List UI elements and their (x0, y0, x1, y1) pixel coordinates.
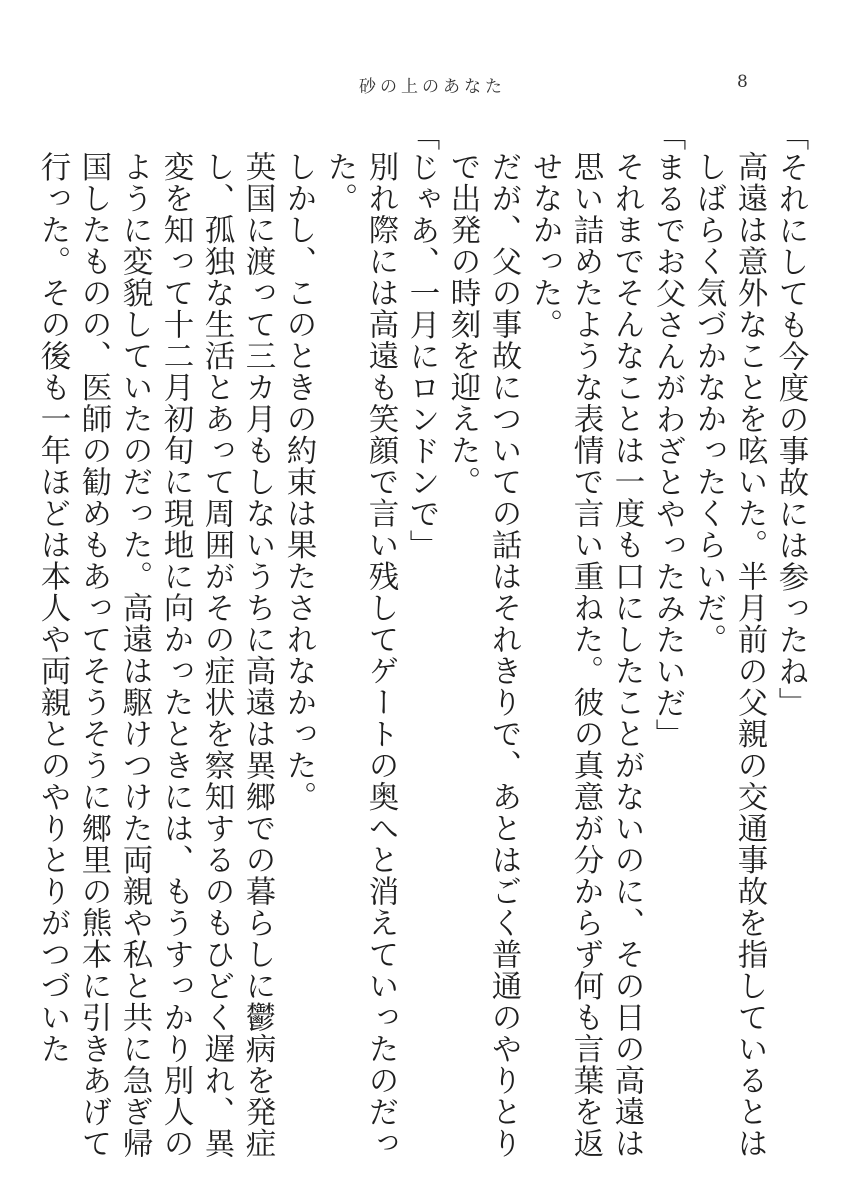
paragraph: だが、父の事故についての話はそれきりで、あとはごく普通のやりとりで出発の時刻を迎えた。 (445, 151, 521, 1159)
running-title: 砂の上のあなた (359, 77, 506, 97)
paragraph: しかし、このときの約束は果たされなかった。 (281, 151, 316, 813)
dialogue-line: 「まるでお父さんがわざとやったみたいだ」 (650, 120, 685, 750)
vertical-body-text (21, 120, 811, 1160)
page-number: 8 (737, 72, 748, 92)
paragraph: それまでそんなことは一度も口にしたことがないのに、その日の高遠は思い詰めたような表情で言い重ねた。彼の真意が分からず何も言葉を返せなかった。 (527, 151, 644, 1159)
paragraph: 別れ際には高遠も笑顔で言い残してゲートの奥へと消えていったのだった。 (322, 151, 398, 1159)
paragraph: 英国に渡って三カ月もしないうちに高遠は異郷での暮らしに鬱病を発症し、孤独な生活とあって周囲がその症状を察知するのもひどく遅れ、異変を知って十二月初旬に現地に向かったときには、もうすっかり別人のように変貌していたのだった。高遠は駆けつけた両親や私と共に急ぎ帰国したものの、医師の勧めもあってそうそうに郷里の熊本に引きあげて行った。その後も一年ほどは本人や両親とのやりとりがつづいた (35, 151, 275, 1159)
dialogue-line: 「じゃあ、一月にロンドンで」 (404, 120, 439, 561)
dialogue-line: 「それにしても今度の事故には参ったね」 (773, 120, 808, 719)
paragraph: 高遠は意外なことを呟いた。半月前の父親の交通事故を指しているとはしばらく気づかなかったくらいだ。 (691, 151, 767, 1159)
